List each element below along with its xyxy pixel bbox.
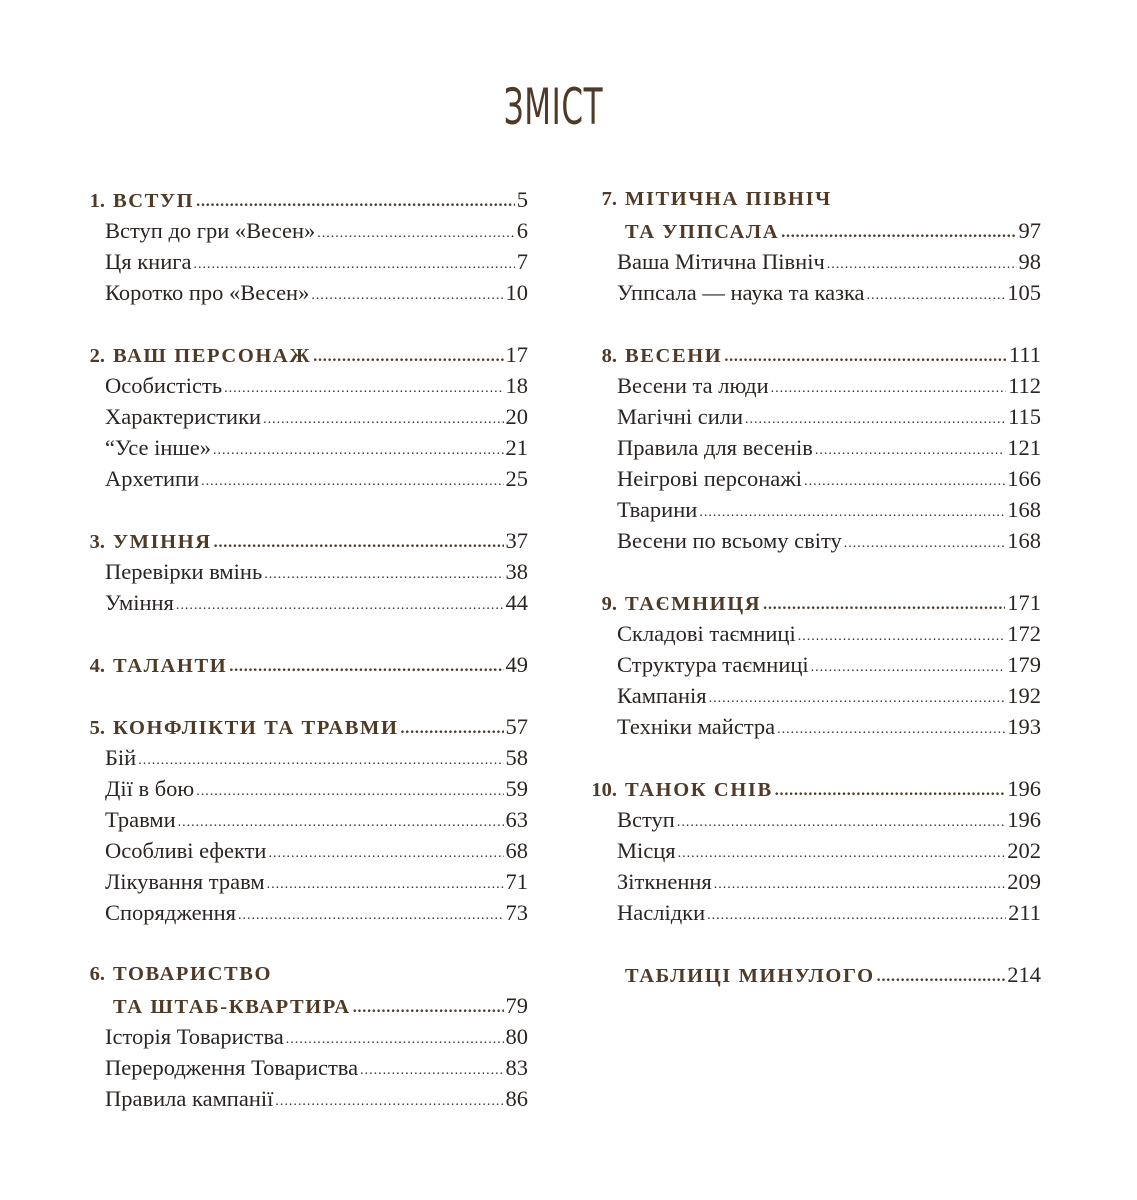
entry-title: Лікування травм bbox=[105, 869, 265, 894]
section-number: 6. bbox=[89, 963, 105, 985]
toc-entry[interactable] bbox=[572, 804, 1041, 835]
page-number: 209 bbox=[1007, 869, 1041, 894]
leader-dots bbox=[196, 185, 515, 217]
page-number: 121 bbox=[1007, 435, 1041, 460]
leader-dots bbox=[178, 803, 504, 838]
page-number: 166 bbox=[1007, 466, 1041, 491]
leader-dots bbox=[724, 340, 1007, 372]
toc-entry[interactable] bbox=[60, 866, 528, 897]
toc-section[interactable] bbox=[572, 959, 1041, 990]
page-number: 196 bbox=[1007, 776, 1041, 801]
leader-dots bbox=[317, 214, 514, 249]
entry-title: Ця книга bbox=[105, 249, 192, 274]
page-number: 214 bbox=[1007, 962, 1041, 987]
page-number: 73 bbox=[505, 900, 528, 925]
toc-spacer bbox=[572, 928, 1041, 959]
entry-title: Весени по всьому світу bbox=[617, 528, 842, 553]
entry-title: Вступ до гри «Весен» bbox=[105, 218, 316, 243]
toc-entry[interactable] bbox=[572, 525, 1041, 556]
entry-title: Спорядження bbox=[105, 900, 237, 925]
toc-entry[interactable] bbox=[60, 401, 528, 432]
toc-entry[interactable] bbox=[60, 277, 528, 308]
toc-entry[interactable] bbox=[60, 804, 528, 835]
toc-entry[interactable] bbox=[572, 835, 1041, 866]
entry-title: Історія Товариства bbox=[105, 1024, 284, 1049]
leader-dots bbox=[268, 834, 503, 869]
toc-entry[interactable] bbox=[572, 680, 1041, 711]
toc-column-left bbox=[60, 184, 528, 1114]
toc-entry[interactable] bbox=[572, 277, 1041, 308]
entry-title: Характеристики bbox=[105, 404, 262, 429]
page-number: 6 bbox=[516, 218, 528, 243]
section-title: ТАНОК СНІВ bbox=[625, 779, 773, 801]
leader-dots bbox=[193, 245, 514, 280]
toc-title: ЗМІСТ bbox=[503, 78, 604, 136]
leader-dots bbox=[709, 679, 1006, 714]
page-number: 193 bbox=[1007, 714, 1041, 739]
toc-entry[interactable] bbox=[60, 1052, 528, 1083]
leader-dots bbox=[224, 369, 503, 404]
leader-dots bbox=[196, 772, 503, 807]
toc-entry[interactable] bbox=[572, 246, 1041, 277]
toc-section[interactable] bbox=[572, 184, 1041, 215]
toc-section[interactable] bbox=[572, 587, 1041, 618]
toc-section[interactable] bbox=[60, 184, 528, 215]
leader-dots bbox=[811, 648, 1006, 683]
toc-spacer bbox=[60, 308, 528, 339]
page-number: 97 bbox=[1018, 218, 1041, 243]
leader-dots bbox=[401, 712, 504, 744]
leader-dots bbox=[267, 865, 504, 900]
page-number: 5 bbox=[516, 187, 528, 212]
toc-entry[interactable] bbox=[572, 866, 1041, 897]
leader-dots bbox=[745, 400, 1006, 435]
entry-title: Переродження Товариства bbox=[105, 1055, 359, 1080]
toc-entry[interactable] bbox=[60, 215, 528, 246]
toc-spacer bbox=[60, 680, 528, 711]
toc-section[interactable] bbox=[60, 649, 528, 680]
page-number: 37 bbox=[505, 528, 528, 553]
toc-entry[interactable] bbox=[60, 246, 528, 277]
page-number: 59 bbox=[505, 776, 528, 801]
leader-dots bbox=[867, 276, 1006, 311]
entry-title: Структура таємниці bbox=[617, 652, 809, 677]
toc-section[interactable] bbox=[60, 711, 528, 742]
entry-title: Наслідки bbox=[617, 900, 706, 925]
section-number: 10. bbox=[591, 779, 617, 801]
page-number: 21 bbox=[505, 435, 528, 460]
leader-dots bbox=[804, 462, 1005, 497]
toc-entry[interactable] bbox=[572, 370, 1041, 401]
page-number: 168 bbox=[1007, 528, 1041, 553]
page-number: 111 bbox=[1008, 342, 1041, 367]
toc-entry[interactable] bbox=[60, 432, 528, 463]
page-number: 17 bbox=[505, 342, 528, 367]
section-title: ТАБЛИЦІ МИНУЛОГО bbox=[625, 965, 875, 987]
toc-entry[interactable] bbox=[572, 494, 1041, 525]
page-number: 7 bbox=[516, 249, 528, 274]
page-number: 63 bbox=[505, 807, 528, 832]
leader-dots bbox=[238, 896, 503, 931]
page-number: 25 bbox=[505, 466, 528, 491]
section-number: 3. bbox=[89, 531, 105, 553]
page-number: 211 bbox=[1008, 900, 1041, 925]
page-number: 168 bbox=[1007, 497, 1041, 522]
toc-spacer bbox=[572, 742, 1041, 773]
leader-dots bbox=[798, 617, 1006, 652]
page-number: 179 bbox=[1007, 652, 1041, 677]
section-title: КОНФЛІКТИ ТА ТРАВМИ bbox=[113, 717, 399, 739]
entry-title: Бій bbox=[105, 745, 137, 770]
leader-dots bbox=[844, 524, 1006, 559]
leader-dots bbox=[229, 650, 503, 682]
toc-entry[interactable] bbox=[60, 773, 528, 804]
entry-title: Вступ bbox=[617, 807, 675, 832]
entry-title: Складові таємниці bbox=[617, 621, 796, 646]
toc-section[interactable] bbox=[60, 339, 528, 370]
toc-entry[interactable] bbox=[60, 587, 528, 618]
page-number: 49 bbox=[505, 652, 528, 677]
entry-title: Коротко про «Весен» bbox=[105, 280, 310, 305]
page-number: 58 bbox=[505, 745, 528, 770]
section-title: ТОВАРИСТВО bbox=[113, 963, 273, 985]
entry-title: Весени та люди bbox=[617, 373, 769, 398]
entry-title: Неігрові персонажі bbox=[617, 466, 803, 491]
section-title: МІТИЧНА ПІВНІЧ bbox=[625, 188, 832, 210]
page-number: 71 bbox=[505, 869, 528, 894]
entry-title: Перевірки вмінь bbox=[105, 559, 263, 584]
section-number: 7. bbox=[601, 188, 617, 210]
entry-title: Особистість bbox=[105, 373, 223, 398]
toc-entry[interactable] bbox=[572, 649, 1041, 680]
leader-dots bbox=[176, 586, 504, 621]
toc-spacer bbox=[572, 308, 1041, 339]
section-title: ТАЄМНИЦЯ bbox=[625, 593, 762, 615]
entry-title: Ваша Мітична Північ bbox=[617, 249, 825, 274]
entry-title: Уппсала — наука та казка bbox=[617, 280, 865, 305]
toc-spacer bbox=[60, 494, 528, 525]
leader-dots bbox=[263, 400, 503, 435]
toc-section[interactable] bbox=[572, 215, 1041, 246]
toc-spacer bbox=[572, 556, 1041, 587]
entry-title: Техніки майстра bbox=[617, 714, 776, 739]
leader-dots bbox=[677, 803, 1005, 838]
entry-title: Травми bbox=[105, 807, 176, 832]
leader-dots bbox=[775, 774, 1006, 806]
page-number: 68 bbox=[505, 838, 528, 863]
entry-title: Місця bbox=[617, 838, 676, 863]
toc-section[interactable] bbox=[60, 990, 528, 1021]
leader-dots bbox=[353, 991, 504, 1023]
leader-dots bbox=[213, 431, 504, 466]
page-number: 20 bbox=[505, 404, 528, 429]
toc-section[interactable] bbox=[60, 525, 528, 556]
section-number: 4. bbox=[89, 655, 105, 677]
entry-title: Дії в бою bbox=[105, 776, 195, 801]
leader-dots bbox=[771, 369, 1006, 404]
leader-dots bbox=[777, 710, 1005, 745]
page-number: 115 bbox=[1008, 404, 1041, 429]
page-number: 105 bbox=[1007, 280, 1041, 305]
section-title: ВЕСЕНИ bbox=[625, 345, 723, 367]
toc-section[interactable] bbox=[572, 339, 1041, 370]
leader-dots bbox=[286, 1020, 504, 1055]
section-title: ТА УППСАЛА bbox=[625, 221, 780, 243]
leader-dots bbox=[138, 741, 503, 776]
leader-dots bbox=[877, 960, 1006, 992]
leader-dots bbox=[313, 340, 503, 372]
section-title: ВАШ ПЕРСОНАЖ bbox=[113, 345, 312, 367]
section-number: 5. bbox=[89, 717, 105, 739]
leader-dots bbox=[707, 896, 1006, 931]
section-title: УМІННЯ bbox=[113, 531, 212, 553]
page-number: 171 bbox=[1007, 590, 1041, 615]
leader-dots bbox=[264, 555, 503, 590]
toc-entry[interactable] bbox=[60, 463, 528, 494]
toc-entry[interactable] bbox=[60, 742, 528, 773]
page-number: 202 bbox=[1007, 838, 1041, 863]
section-title: ТАЛАНТИ bbox=[113, 655, 228, 677]
entry-title: Архетипи bbox=[105, 466, 200, 491]
toc-spacer bbox=[60, 618, 528, 649]
page-number: 83 bbox=[505, 1055, 528, 1080]
leader-dots bbox=[201, 462, 503, 497]
entry-title: Особливі ефекти bbox=[105, 838, 267, 863]
leader-dots bbox=[678, 834, 1006, 869]
entry-title: Магічні сили bbox=[617, 404, 744, 429]
page-number: 38 bbox=[505, 559, 528, 584]
toc-column-right bbox=[572, 184, 1041, 990]
entry-title: Уміння bbox=[105, 590, 174, 615]
toc-entry[interactable] bbox=[572, 463, 1041, 494]
page-number: 18 bbox=[505, 373, 528, 398]
leader-dots bbox=[827, 245, 1017, 280]
entry-title: Правила кампанії bbox=[105, 1086, 274, 1111]
entry-title: Тварини bbox=[617, 497, 698, 522]
section-title: ТА ШТАБ-КВАРТИРА bbox=[113, 996, 351, 1018]
page-number: 10 bbox=[505, 280, 528, 305]
toc-entry[interactable] bbox=[572, 432, 1041, 463]
toc-entry[interactable] bbox=[572, 401, 1041, 432]
toc-entry[interactable] bbox=[572, 618, 1041, 649]
page-number: 44 bbox=[505, 590, 528, 615]
leader-dots bbox=[815, 431, 1005, 466]
toc-spacer bbox=[60, 928, 528, 959]
page-number: 98 bbox=[1018, 249, 1041, 274]
toc-section[interactable] bbox=[60, 959, 528, 990]
toc-entry[interactable] bbox=[60, 556, 528, 587]
toc-entry[interactable] bbox=[60, 1083, 528, 1114]
entry-title: Зіткнення bbox=[617, 869, 712, 894]
toc-entry[interactable] bbox=[572, 897, 1041, 928]
page-number: 172 bbox=[1007, 621, 1041, 646]
page-number: 57 bbox=[505, 714, 528, 739]
page-number: 196 bbox=[1007, 807, 1041, 832]
toc-entry[interactable] bbox=[60, 370, 528, 401]
section-number: 2. bbox=[89, 345, 105, 367]
toc-entry[interactable] bbox=[572, 711, 1041, 742]
toc-entry[interactable] bbox=[60, 1021, 528, 1052]
leader-dots bbox=[214, 526, 504, 558]
page-number: 112 bbox=[1008, 373, 1041, 398]
entry-title: Кампанія bbox=[617, 683, 707, 708]
page-number: 79 bbox=[505, 993, 528, 1018]
entry-title: Правила для весенів bbox=[617, 435, 813, 460]
toc-section[interactable] bbox=[572, 773, 1041, 804]
page-number: 86 bbox=[505, 1086, 528, 1111]
leader-dots bbox=[699, 493, 1005, 528]
page-number: 80 bbox=[505, 1024, 528, 1049]
page-number: 192 bbox=[1007, 683, 1041, 708]
section-number: 9. bbox=[601, 593, 617, 615]
leader-dots bbox=[311, 276, 503, 311]
section-title: ВСТУП bbox=[113, 190, 195, 212]
leader-dots bbox=[275, 1082, 503, 1117]
toc-entry[interactable] bbox=[60, 835, 528, 866]
section-number: 8. bbox=[601, 345, 617, 367]
leader-dots bbox=[763, 588, 1005, 620]
toc-entry[interactable] bbox=[60, 897, 528, 928]
leader-dots bbox=[360, 1051, 503, 1086]
leader-dots bbox=[714, 865, 1006, 900]
leader-dots bbox=[781, 216, 1016, 248]
entry-title: “Усе інше» bbox=[105, 435, 211, 460]
section-number: 1. bbox=[89, 190, 105, 212]
